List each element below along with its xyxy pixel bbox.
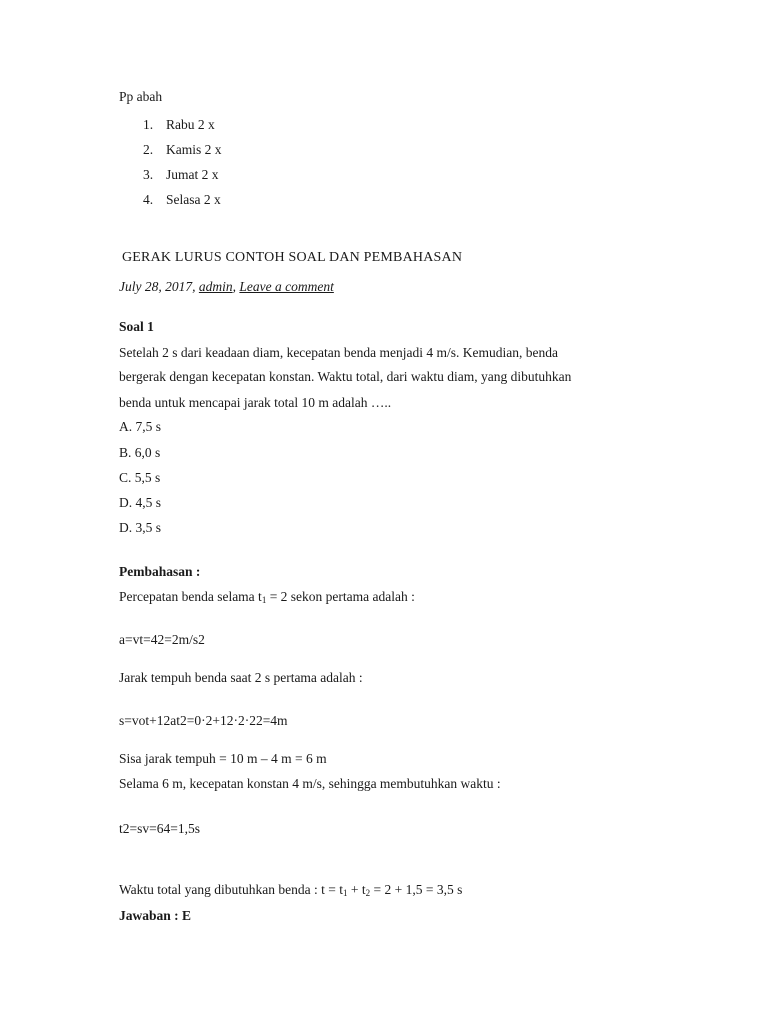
list-number: 2. (143, 142, 154, 157)
explanation-text: = 2 sekon pertama adalah : (266, 589, 415, 604)
article-meta (119, 280, 334, 294)
post-date: July 28, 2017, (119, 279, 196, 294)
total-time-line (119, 883, 462, 897)
explanation-text: Waktu total yang dibutuhkan benda : t = t (119, 882, 343, 897)
answer-option: D. 3,5 s (119, 520, 162, 535)
leave-comment-link[interactable]: Leave a comment (239, 279, 334, 294)
explanation-line (119, 590, 415, 604)
list-number: 4. (143, 192, 154, 207)
answer-option: D. 4,5 s (119, 495, 162, 510)
answer-option: A. 7,5 s (119, 419, 162, 434)
equation: t2=sv=64=1,5s (119, 821, 200, 836)
author-link[interactable]: admin (198, 279, 233, 294)
subscript: 2 (365, 888, 371, 898)
question-line: Setelah 2 s dari keadaan diam, kecepatan benda menjadi 4 m/s. Kemudian, benda (119, 345, 558, 360)
equation: a=vt=42=2m/s2 (119, 632, 205, 647)
list-text: Jumat 2 x (166, 167, 219, 182)
meta-separator: , (232, 279, 236, 294)
subscript: 1 (342, 888, 348, 898)
list-text: Kamis 2 x (166, 142, 222, 157)
list-text: Rabu 2 x (166, 117, 215, 132)
explanation-text: Percepatan benda selama t (119, 589, 262, 604)
explanation-line: Jarak tempuh benda saat 2 s pertama adalah : (119, 670, 363, 685)
list-number: 1. (143, 117, 154, 132)
explanation-line: Selama 6 m, kecepatan konstan 4 m/s, sehingga membutuhkan waktu : (119, 776, 501, 791)
answer-option: B. 6,0 s (119, 445, 161, 460)
list-number: 3. (143, 167, 154, 182)
explanation-text: = 2 + 1,5 = 3,5 s (370, 882, 463, 897)
list-text: Selasa 2 x (166, 192, 221, 207)
final-answer: Jawaban : E (119, 908, 192, 923)
equation: s=vot+12at2=0·2+12·2·22=4m (119, 713, 288, 728)
answer-option: C. 5,5 s (119, 470, 161, 485)
question-line: bergerak dengan kecepatan konstan. Waktu total, dari waktu diam, yang dibutuhkan (119, 369, 572, 384)
pembahasan-heading: Pembahasan : (119, 564, 201, 579)
explanation-line: Sisa jarak tempuh = 10 m – 4 m = 6 m (119, 751, 327, 766)
question-line: benda untuk mencapai jarak total 10 m adalah ….. (119, 395, 392, 410)
explanation-text: + t (347, 882, 366, 897)
soal-heading: Soal 1 (119, 319, 154, 334)
subscript: 1 (261, 595, 267, 605)
article-title: GERAK LURUS CONTOH SOAL DAN PEMBAHASAN (122, 250, 463, 265)
intro-label: Pp abah (119, 89, 163, 104)
